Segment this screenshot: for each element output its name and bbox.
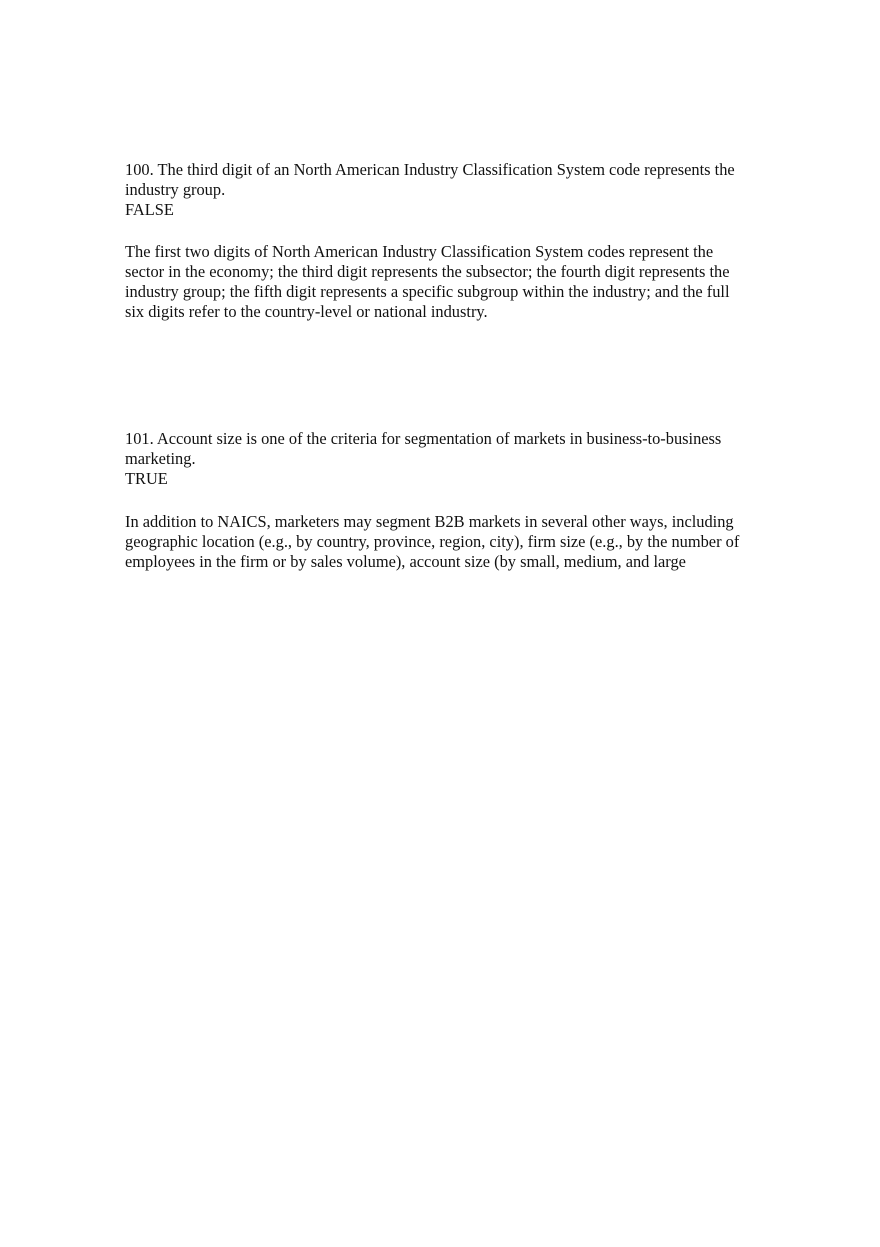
explanation-text-line: In addition to NAICS, marketers may segment B2B markets in several other ways, including [125, 512, 734, 531]
explanation-text-line: six digits refer to the country-level or national industry. [125, 302, 488, 321]
question-text-line: industry group. [125, 180, 226, 199]
explanation-text-line: The first two digits of North American Industry Classification System codes represent the [125, 242, 714, 261]
explanation-text-line: sector in the economy; the third digit represents the subsector; the fourth digit represents the [125, 262, 730, 281]
question-100 [125, 160, 785, 220]
answer-text: FALSE [125, 200, 174, 219]
question-101 [125, 429, 785, 489]
explanation-100 [125, 242, 785, 322]
explanation-text-line: geographic location (e.g., by country, province, region, city), firm size (e.g., by the number of [125, 532, 740, 551]
question-text-line: marketing. [125, 449, 196, 468]
explanation-text-line: employees in the firm or by sales volume), account size (by small, medium, and large [125, 552, 686, 571]
explanation-text-line: industry group; the fifth digit represents a specific subgroup within the industry; and the full [125, 282, 730, 301]
question-text-line: 101. Account size is one of the criteria for segmentation of markets in business-to-business [125, 429, 722, 448]
answer-text: TRUE [125, 469, 168, 488]
question-text-line: 100. The third digit of an North American Industry Classification System code represents the [125, 160, 735, 179]
explanation-101 [125, 512, 785, 572]
